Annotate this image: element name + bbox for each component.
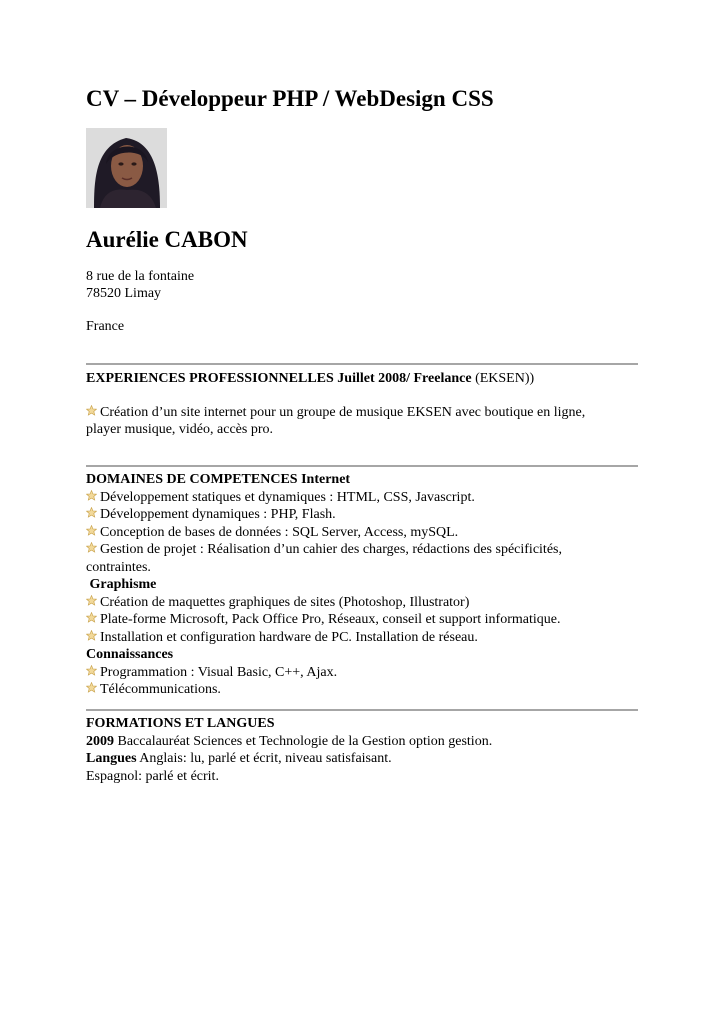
skills-heading: DOMAINES DE COMPETENCES Internet bbox=[86, 472, 351, 487]
education-diploma-line bbox=[86, 733, 638, 751]
list-item: Création d’un site internet pour un groupe de musique EKSEN avec boutique en ligne, bbox=[86, 404, 638, 422]
experience-company: (EKSEN)) bbox=[471, 371, 535, 386]
list-item: Développement dynamiques : PHP, Flash. bbox=[86, 506, 638, 524]
languages-line bbox=[86, 750, 638, 768]
experience-section bbox=[86, 370, 638, 439]
list-item: Télécommunications. bbox=[86, 681, 638, 699]
address-block bbox=[86, 268, 194, 302]
experience-heading-line bbox=[86, 370, 638, 388]
star-icon bbox=[86, 682, 97, 693]
language-english: Anglais: lu, parlé et écrit, niveau satisfaisant. bbox=[136, 751, 392, 766]
list-item: Développement statiques et dynamiques : HTML, CSS, Javascript. bbox=[86, 489, 638, 507]
list-item: Création de maquettes graphiques de sites (Photoshop, Illustrator) bbox=[86, 594, 638, 612]
list-item: Gestion de projet : Réalisation d’un cahier des charges, rédactions des spécificités, bbox=[86, 541, 638, 559]
experience-heading: EXPERIENCES PROFESSIONNELLES Juillet 2008/ Freelance bbox=[86, 371, 472, 386]
education-diploma: Baccalauréat Sciences et Technologie de la Gestion option gestion. bbox=[114, 733, 493, 749]
list-item-continuation: player musique, vidéo, accès pro. bbox=[86, 422, 273, 437]
address-city: 78520 Limay bbox=[86, 286, 162, 301]
section-divider bbox=[86, 465, 638, 467]
knowledge-heading: Connaissances bbox=[86, 647, 174, 662]
section-divider bbox=[86, 363, 638, 365]
education-heading: FORMATIONS ET LANGUES bbox=[86, 716, 275, 731]
portrait-image bbox=[86, 128, 167, 208]
star-icon bbox=[86, 665, 97, 676]
list-item: Plate-forme Microsoft, Pack Office Pro, Réseaux, conseil et support informatique. bbox=[86, 611, 638, 629]
languages-label: Langues bbox=[86, 751, 137, 766]
skills-section bbox=[86, 471, 638, 699]
star-icon bbox=[86, 525, 97, 536]
star-icon bbox=[86, 542, 97, 553]
profile-photo bbox=[86, 128, 167, 208]
star-icon bbox=[86, 612, 97, 623]
section-divider bbox=[86, 709, 638, 711]
star-icon bbox=[86, 507, 97, 518]
address-street: 8 rue de la fontaine bbox=[86, 269, 195, 284]
graphics-heading: Graphisme bbox=[86, 577, 157, 592]
list-item: Installation et configuration hardware de PC. Installation de réseau. bbox=[86, 629, 638, 647]
star-icon bbox=[86, 595, 97, 606]
page-title: CV – Développeur PHP / WebDesign CSS bbox=[86, 86, 494, 111]
star-icon bbox=[86, 490, 97, 501]
education-year: 2009 bbox=[86, 733, 114, 749]
language-spanish: Espagnol: parlé et écrit. bbox=[86, 768, 219, 784]
list-item-continuation: contraintes. bbox=[86, 559, 151, 575]
person-name: Aurélie CABON bbox=[86, 227, 248, 252]
address-country: France bbox=[86, 319, 125, 334]
education-section bbox=[86, 715, 638, 785]
star-icon bbox=[86, 630, 97, 641]
star-icon bbox=[86, 405, 97, 416]
list-item: Programmation : Visual Basic, C++, Ajax. bbox=[86, 664, 638, 682]
list-item: Conception de bases de données : SQL Server, Access, mySQL. bbox=[86, 524, 638, 542]
